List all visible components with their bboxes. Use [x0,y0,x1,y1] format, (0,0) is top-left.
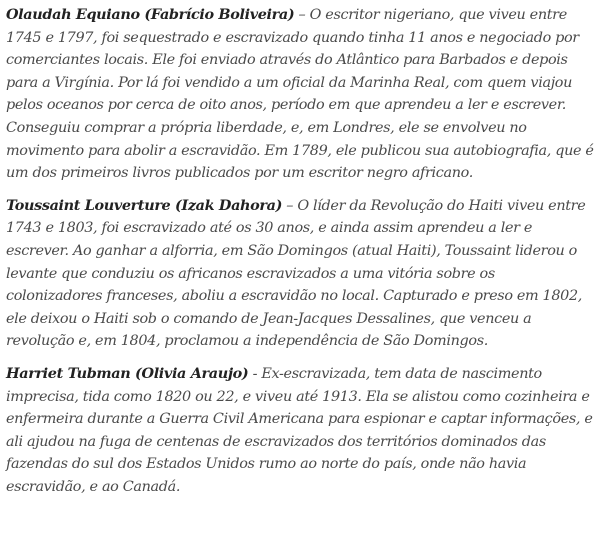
entry-separator: – [282,197,298,214]
entry-toussaint-louverture [6,195,594,353]
entry-text: O escritor nigeriano, que viveu entre 1745 e 1797, foi sequestrado e escravizado quando tinha 11 anos e negociado por comerciantes locais. Ele foi enviado através do Atlântico para Barbados e depois para a Virgínia. Por lá foi vendido a um oficial da Marinha Real, com quem viajou pelos oceanos por cerca de oito anos, período em que aprendeu a ler e escrever. Conseguiu comprar a própria liberdade, e, em Londres, ele se envolveu no movimento para abolir a escravidão. Em 1789, ele publicou sua autobiografia, que é um dos primeiros livros publicados por um escritor negro africano. [6,7,594,182]
entry-name: Toussaint Louverture (Izak Dahora) [6,196,283,214]
entry-text: Ex-escravizada, tem data de nascimento imprecisa, tida como 1820 ou 22, e viveu até 1913. Ela se alistou como cozinheira e enfermeira durante a Guerra Civil Americana para espionar e captar informações, e ali ajudou na fuga de centenas de escravizados dos territórios dominados das fazendas do sul dos Estados Unidos rumo ao norte do país, onde não havia escravidão, e ao Canadá. [6,365,593,495]
entry-name: Harriet Tubman (Olivia Araujo) [6,364,249,382]
entry-text: O líder da Revolução do Haiti viveu entre 1743 e 1803, foi escravizado até os 30 anos, e ainda assim aprendeu a ler e escrever. Ao ganhar a alforria, em São Domingos (atual Haiti), Toussaint liderou o levante que conduziu os africanos escravizados a uma vitória sobre os colonizadores franceses, aboliu a escravidão no local. Capturado e preso em 1802, ele deixou o Haiti sob o comando de Jean-Jacques Dessalines, que venceu a revolução e, em 1804, proclamou a independência de São Domingos. [6,197,586,350]
entry-separator: - [248,365,262,382]
entry-harriet-tubman [6,363,594,499]
entry-separator: – [294,7,310,23]
entry-olaudah-equiano [6,4,594,185]
article-body [6,4,594,508]
entry-name: Olaudah Equiano (Fabrício Boliveira) [6,6,295,23]
